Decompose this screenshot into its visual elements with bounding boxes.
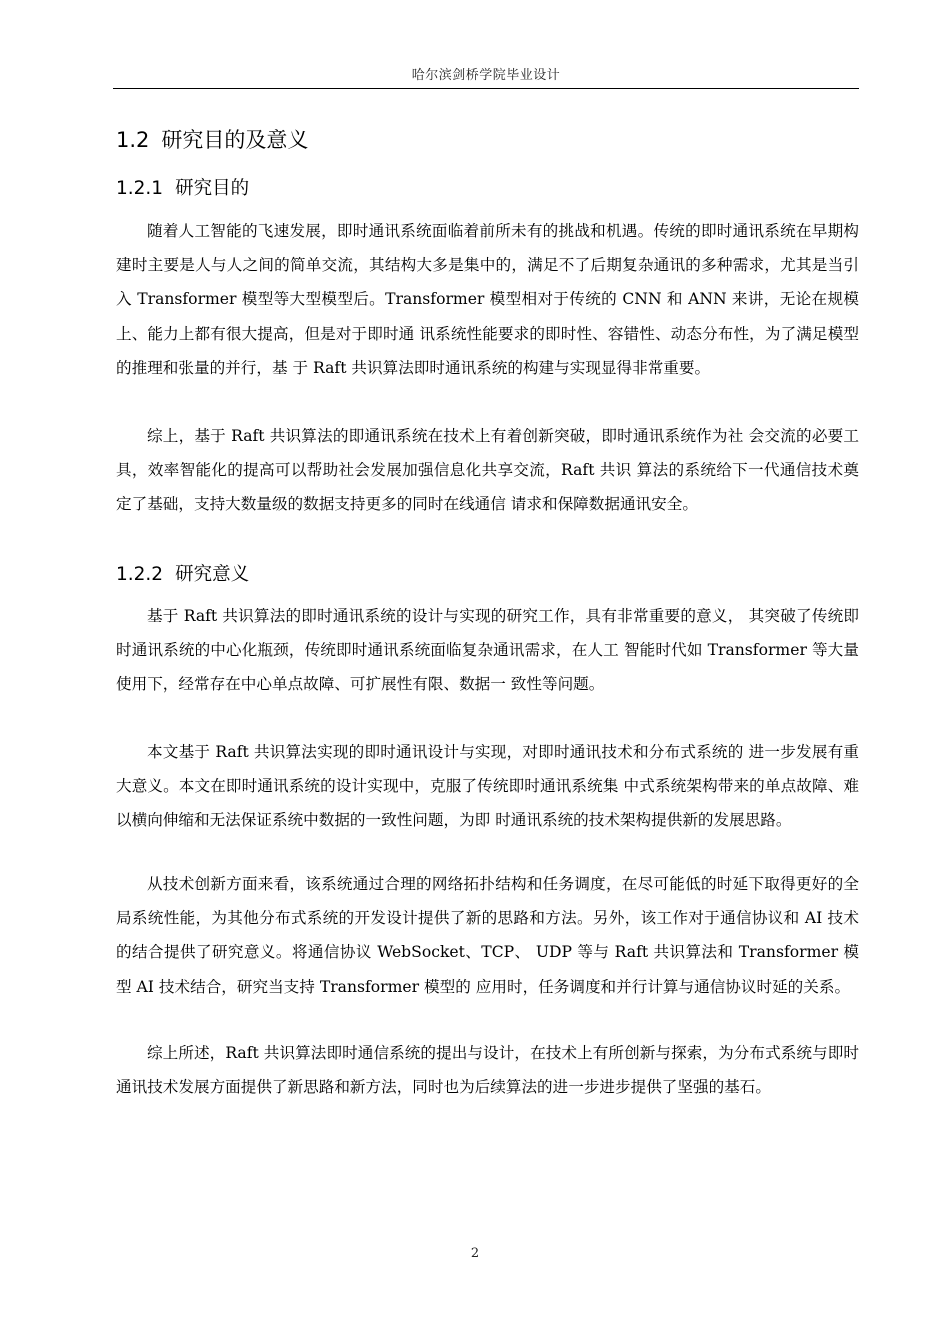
paragraph: 本文基于 Raft 共识算法实现的即时通讯设计与实现，对即时通讯技术和分布式系统的 进一步发展有重大意义。本文在即时通讯系统的设计实现中，克服了传统即时通讯系统集 中式系统架构带来的单点故障、难以横向伸缩和无法保证系统中数据的一致性问题，为即 时通讯系统的技术架构提供新的发展思路。 bbox=[116, 743, 859, 830]
subsection-heading-2 bbox=[116, 560, 249, 586]
section-title: 研究目的及意义 bbox=[161, 128, 309, 152]
subsection-heading-1 bbox=[116, 174, 249, 200]
paragraph: 从技术创新方面来看，该系统通过合理的网络拓扑结构和任务调度，在尽可能低的时延下取得更好的全局系统性能，为其他分布式系统的开发设计提供了新的思路和方法。另外，该工作对于通信协议和 AI 技术的结合提供了研究意义。将通信协议 WebSocket、TCP、 UDP 等与 Raft 共识算法和 Transformer 模型 AI 技术结合，研究当支持 Transformer 模型的 应用时，任务调度和并行计算与通信协议时延的关系。 bbox=[116, 875, 859, 996]
paragraph: 随着人工智能的飞速发展，即时通讯系统面临着前所未有的挑战和机遇。传统的即时通讯系统在早期构建时主要是人与人之间的简单交流，其结构大多是集中的，满足不了后期复杂通讯的多种需求，尤其是当引入 Transformer 模型等大型模型后。Transformer 模型相对于传统的 CNN 和 ANN 来讲，无论在规模上、能力上都有很大提高，但是对于即时通 讯系统性能要求的即时性、容错性、动态分布性，为了满足模型的推理和张量的并行，基 于 Raft 共识算法即时通讯系统的构建与实现显得非常重要。 bbox=[116, 222, 859, 377]
subsection-number: 1.2.1 bbox=[116, 178, 164, 199]
paragraph: 基于 Raft 共识算法的即时通讯系统的设计与实现的研究工作，具有非常重要的意义， 其突破了传统即时通讯系统的中心化瓶颈，传统即时通讯系统面临复杂通讯需求，在人工 智能时代如 Transformer 等大量使用下，经常存在中心单点故障、可扩展性有限、数据一 致性等问题。 bbox=[116, 607, 859, 694]
subsection-title: 研究目的 bbox=[175, 178, 250, 199]
section-number: 1.2 bbox=[116, 128, 150, 152]
section-heading bbox=[116, 124, 308, 154]
page-header: 哈尔滨剑桥学院毕业设计 bbox=[411, 68, 561, 83]
paragraph: 综上，基于 Raft 共识算法的即通讯系统在技术上有着创新突破，即时通讯系统作为社 会交流的必要工具，效率智能化的提高可以帮助社会发展加强信息化共享交流，Raft 共识 算法的系统给下一代通信技术奠定了基础，支持大数量级的数据支持更多的同时在线通信 请求和保障数据通讯安全。 bbox=[116, 427, 859, 514]
page-number: 2 bbox=[470, 1246, 480, 1261]
subsection-title: 研究意义 bbox=[175, 564, 250, 585]
subsection-number: 1.2.2 bbox=[116, 564, 164, 585]
paragraph: 综上所述，Raft 共识算法即时通信系统的提出与设计，在技术上有所创新与探索，为分布式系统与即时通讯技术发展方面提供了新思路和新方法，同时也为后续算法的进一步进步提供了坚强的基石。 bbox=[116, 1044, 859, 1097]
header-divider bbox=[113, 88, 859, 89]
